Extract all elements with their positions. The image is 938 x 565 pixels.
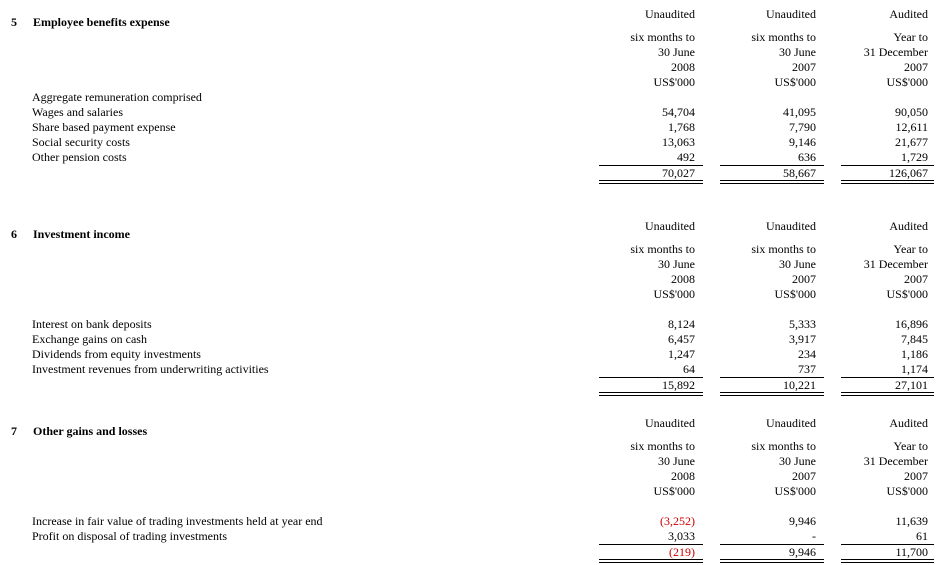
- cell-value: 11,639: [895, 514, 928, 528]
- total-value: 27,101: [895, 378, 928, 392]
- column-period: six months to: [630, 30, 695, 44]
- column-period: six months to: [630, 439, 695, 453]
- row-label: Investment revenues from underwriting activities: [32, 362, 269, 376]
- column-year: 2008: [671, 469, 695, 483]
- column-unit: US$'000: [653, 484, 695, 498]
- cell-value: 492: [677, 150, 695, 164]
- cell-value: 1,729: [901, 150, 928, 164]
- column-date: 30 June: [658, 257, 695, 271]
- cell-value: 3,033: [668, 529, 695, 543]
- total-double-rule: [599, 392, 703, 396]
- column-date: 30 June: [658, 454, 695, 468]
- column-status: Unaudited: [645, 219, 695, 233]
- column-period: Year to: [893, 439, 928, 453]
- total-value: 11,700: [895, 545, 928, 559]
- total-value-negative: (219): [669, 545, 695, 559]
- total-double-rule: [599, 180, 703, 184]
- total-double-rule: [599, 559, 703, 563]
- section-title: Other gains and losses: [33, 424, 148, 438]
- cell-value: 1,768: [668, 120, 695, 134]
- column-unit: US$'000: [774, 484, 816, 498]
- cell-value: 737: [798, 362, 816, 376]
- cell-value: 3,917: [789, 332, 816, 346]
- row-label: Increase in fair value of trading investments held at year end: [32, 514, 323, 528]
- column-status: Audited: [889, 219, 928, 233]
- row-label: Interest on bank deposits: [32, 317, 152, 331]
- total-double-rule: [720, 392, 824, 396]
- column-unit: US$'000: [774, 75, 816, 89]
- cell-value: 54,704: [662, 105, 695, 119]
- row-label: Profit on disposal of trading investments: [32, 529, 227, 543]
- cell-value: 6,457: [668, 332, 695, 346]
- row-label: Share based payment expense: [32, 120, 176, 134]
- column-year: 2008: [671, 60, 695, 74]
- column-unit: US$'000: [653, 287, 695, 301]
- cell-value: 8,124: [668, 317, 695, 331]
- column-unit: US$'000: [886, 287, 928, 301]
- column-period: six months to: [630, 242, 695, 256]
- total-value: 58,667: [783, 166, 816, 180]
- cell-value: 7,845: [901, 332, 928, 346]
- column-year: 2007: [904, 60, 928, 74]
- section-number: 6: [11, 227, 17, 241]
- column-status: Audited: [889, 7, 928, 21]
- column-date: 30 June: [779, 257, 816, 271]
- column-unit: US$'000: [886, 484, 928, 498]
- column-period: six months to: [751, 242, 816, 256]
- total-value: 126,067: [889, 166, 928, 180]
- column-period: Year to: [893, 30, 928, 44]
- column-unit: US$'000: [653, 75, 695, 89]
- cell-value: 1,174: [901, 362, 928, 376]
- cell-value-negative: (3,252): [660, 514, 695, 528]
- total-double-rule: [841, 559, 934, 563]
- cell-value: -: [812, 529, 816, 543]
- column-status: Unaudited: [766, 7, 816, 21]
- total-double-rule: [841, 392, 934, 396]
- cell-value: 636: [798, 150, 816, 164]
- cell-value: 9,946: [789, 514, 816, 528]
- column-year: 2007: [904, 469, 928, 483]
- column-status: Unaudited: [645, 416, 695, 430]
- cell-value: 41,095: [783, 105, 816, 119]
- total-value: 15,892: [662, 378, 695, 392]
- cell-value: 21,677: [895, 135, 928, 149]
- column-status: Unaudited: [766, 219, 816, 233]
- section-title: Employee benefits expense: [33, 15, 170, 29]
- column-year: 2007: [792, 60, 816, 74]
- column-year: 2007: [904, 272, 928, 286]
- column-date: 30 June: [779, 45, 816, 59]
- column-year: 2007: [792, 272, 816, 286]
- cell-value: 7,790: [789, 120, 816, 134]
- column-date: 30 June: [658, 45, 695, 59]
- cell-value: 61: [916, 529, 928, 543]
- total-double-rule: [720, 180, 824, 184]
- cell-value: 13,063: [662, 135, 695, 149]
- row-label: Exchange gains on cash: [32, 332, 147, 346]
- column-year: 2008: [671, 272, 695, 286]
- cell-value: 90,050: [895, 105, 928, 119]
- table-intro: Aggregate remuneration comprised: [32, 90, 202, 104]
- column-unit: US$'000: [886, 75, 928, 89]
- column-status: Unaudited: [645, 7, 695, 21]
- column-status: Audited: [889, 416, 928, 430]
- column-date: 31 December: [863, 454, 928, 468]
- section-number: 5: [11, 15, 17, 29]
- column-status: Unaudited: [766, 416, 816, 430]
- column-date: 31 December: [863, 45, 928, 59]
- total-value: 70,027: [662, 166, 695, 180]
- column-unit: US$'000: [774, 287, 816, 301]
- column-date: 30 June: [779, 454, 816, 468]
- row-label: Other pension costs: [32, 150, 127, 164]
- cell-value: 1,186: [901, 347, 928, 361]
- column-date: 31 December: [863, 257, 928, 271]
- section-number: 7: [11, 424, 17, 438]
- total-double-rule: [841, 180, 934, 184]
- cell-value: 234: [798, 347, 816, 361]
- cell-value: 1,247: [668, 347, 695, 361]
- row-label: Social security costs: [32, 135, 130, 149]
- column-year: 2007: [792, 469, 816, 483]
- cell-value: 9,146: [789, 135, 816, 149]
- cell-value: 5,333: [789, 317, 816, 331]
- column-period: six months to: [751, 30, 816, 44]
- cell-value: 64: [683, 362, 695, 376]
- section-title: Investment income: [33, 227, 130, 241]
- total-double-rule: [720, 559, 824, 563]
- column-period: six months to: [751, 439, 816, 453]
- total-value: 9,946: [789, 545, 816, 559]
- cell-value: 16,896: [895, 317, 928, 331]
- column-period: Year to: [893, 242, 928, 256]
- total-value: 10,221: [783, 378, 816, 392]
- row-label: Dividends from equity investments: [32, 347, 201, 361]
- row-label: Wages and salaries: [32, 105, 123, 119]
- cell-value: 12,611: [895, 120, 928, 134]
